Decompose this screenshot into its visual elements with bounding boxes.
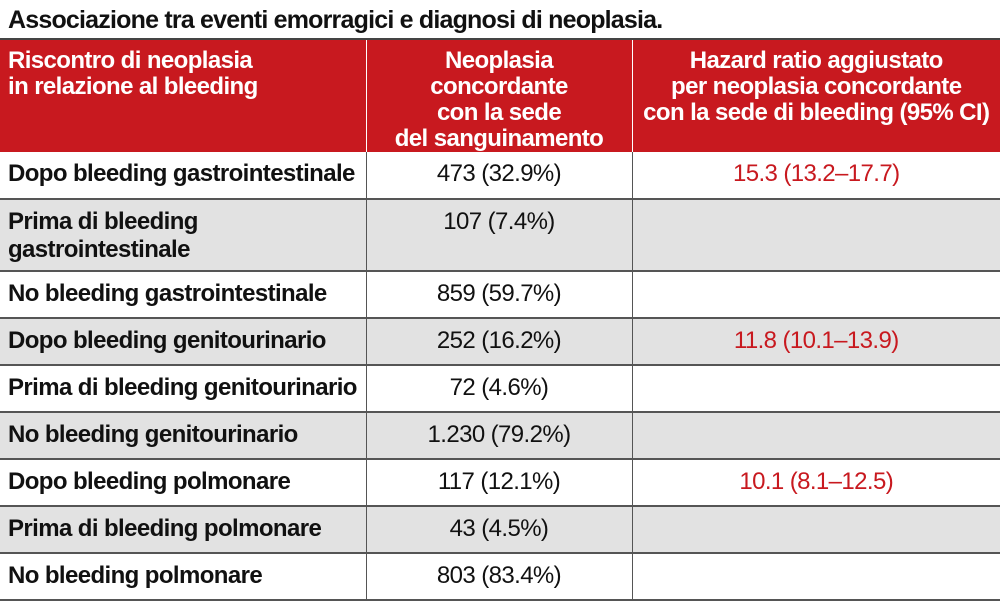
header-text-line: per neoplasia concordante (671, 73, 962, 100)
row-label: Prima di bleeding genitourinario (0, 365, 366, 412)
table-row (0, 459, 1000, 506)
header-text-line: in relazione al bleeding (8, 73, 258, 100)
row-label: No bleeding gastrointestinale (0, 271, 366, 318)
row-hazard-ratio: 10.1 (8.1–12.5) (632, 459, 1000, 506)
row-hazard-ratio (632, 271, 1000, 318)
row-hazard-ratio: 11.8 (10.1–13.9) (632, 318, 1000, 365)
neoplasia-bleeding-table (0, 40, 1000, 601)
table-caption: Associazione tra eventi emorragici e diagnosi di neoplasia. (0, 0, 1000, 40)
row-value: 859 (59.7%) (366, 271, 632, 318)
row-label: No bleeding genitourinario (0, 412, 366, 459)
row-hazard-ratio (632, 553, 1000, 600)
header-text-line: con la sede di bleeding (95% CI) (643, 99, 990, 126)
table-row (0, 318, 1000, 365)
header-bleeding-relation (0, 40, 366, 152)
table-row (0, 271, 1000, 318)
row-label: Prima di bleeding gastrointestinale (0, 199, 366, 271)
row-hazard-ratio (632, 412, 1000, 459)
row-hazard-ratio (632, 506, 1000, 553)
header-text-line: con la sede (436, 99, 562, 126)
header-concordant-neoplasia (366, 40, 632, 152)
header-hazard-ratio (632, 40, 1000, 152)
table-row (0, 365, 1000, 412)
row-value: 252 (16.2%) (366, 318, 632, 365)
header-row (0, 40, 1000, 152)
row-label: Dopo bleeding genitourinario (0, 318, 366, 365)
row-hazard-ratio (632, 199, 1000, 271)
row-value: 803 (83.4%) (366, 553, 632, 600)
row-value: 72 (4.6%) (366, 365, 632, 412)
table-row (0, 553, 1000, 600)
row-hazard-ratio (632, 365, 1000, 412)
table-row (0, 412, 1000, 459)
header-text-line: del sanguinamento (394, 125, 604, 152)
table-row (0, 506, 1000, 553)
table-row (0, 199, 1000, 271)
row-label: Dopo bleeding gastrointestinale (0, 152, 366, 199)
row-value: 43 (4.5%) (366, 506, 632, 553)
header-text-line: Neoplasia concordante (430, 47, 568, 100)
row-label: Prima di bleeding polmonare (0, 506, 366, 553)
table-row (0, 152, 1000, 199)
header-text-line: Riscontro di neoplasia (8, 47, 253, 74)
row-hazard-ratio: 15.3 (13.2–17.7) (632, 152, 1000, 199)
row-value: 117 (12.1%) (366, 459, 632, 506)
row-label: No bleeding polmonare (0, 553, 366, 600)
row-value: 107 (7.4%) (366, 199, 632, 271)
row-value: 473 (32.9%) (366, 152, 632, 199)
row-value: 1.230 (79.2%) (366, 412, 632, 459)
header-text-line: Hazard ratio aggiustato (689, 47, 943, 74)
row-label: Dopo bleeding polmonare (0, 459, 366, 506)
